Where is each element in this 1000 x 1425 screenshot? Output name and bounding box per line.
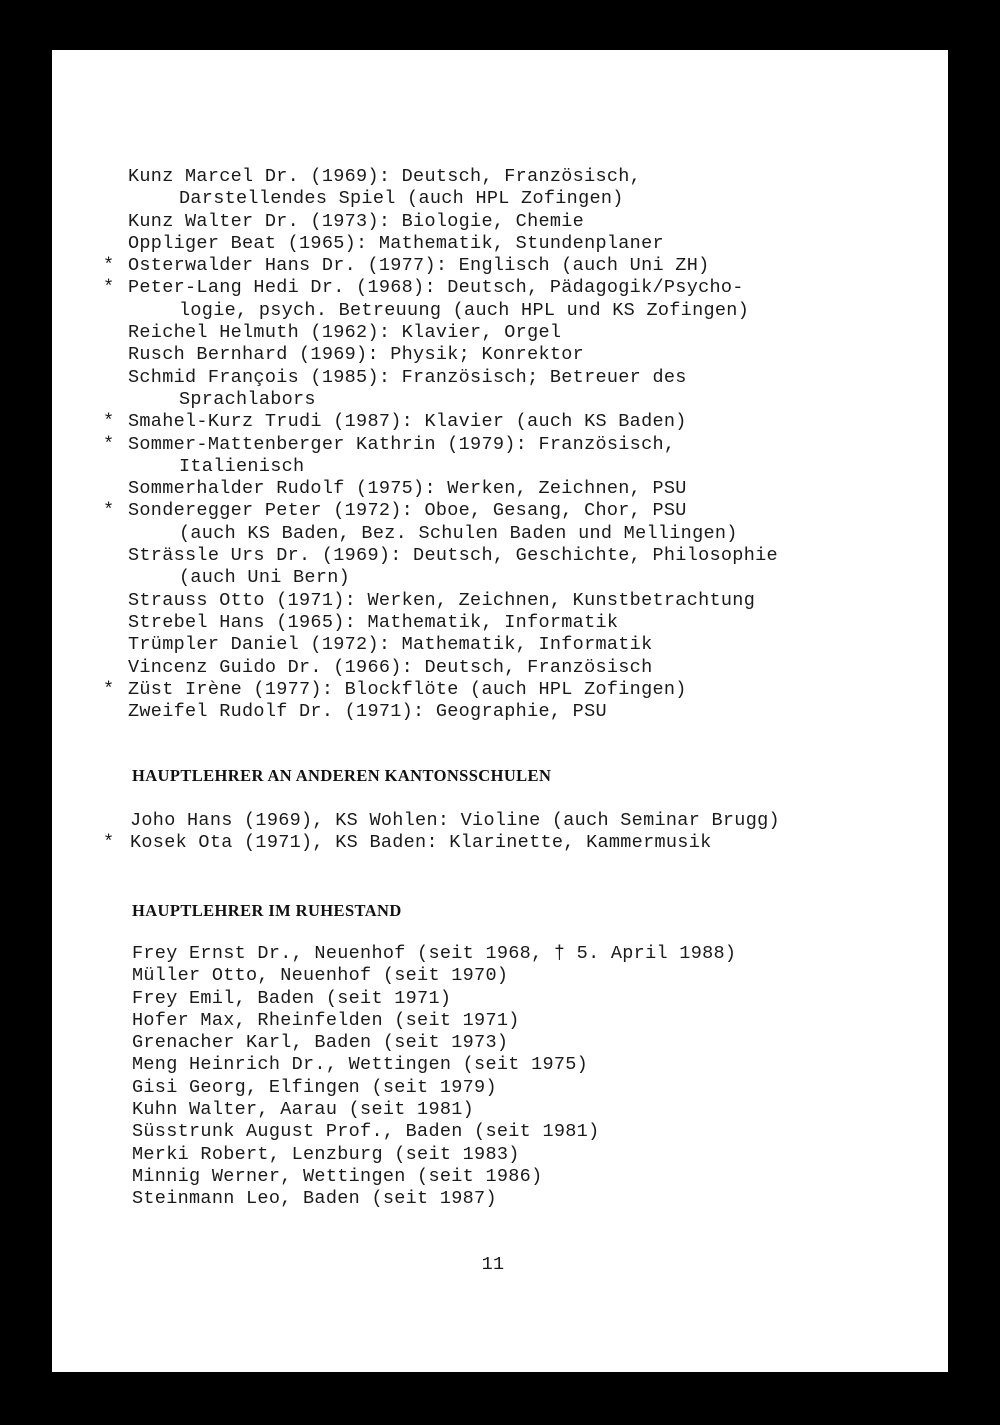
teacher-entry [103, 433, 778, 479]
star-marker: * [103, 277, 115, 299]
teacher-entry [116, 701, 778, 723]
teacher-entry [103, 277, 778, 322]
teacher-line: Züst Irène (1977): Blockflöte (auch HPL Zofingen) [128, 678, 687, 700]
teacher-line: Vincenz Guido Dr. (1966): Deutsch, Französisch [128, 656, 653, 678]
teacher-line-continued: Sprachlabors [179, 388, 316, 410]
retired-entry: Grenacher Karl, Baden (seit 1973) [132, 1032, 509, 1054]
teacher-entry [116, 166, 778, 211]
teacher-list [103, 166, 778, 723]
teacher-line: Sommer-Mattenberger Kathrin (1979): Französisch, [128, 433, 676, 455]
teacher-line: Trümpler Daniel (1972): Mathematik, Informatik [128, 634, 653, 656]
teacher-entry [116, 478, 778, 500]
retired-entry: Gisi Georg, Elfingen (seit 1979) [132, 1076, 497, 1098]
teacher-entry [116, 657, 778, 679]
teacher-line: Oppliger Beat (1965): Mathematik, Stundenplaner [128, 232, 664, 254]
retired-entry: Frey Ernst Dr., Neuenhof (seit 1968, † 5. April 1988) [132, 943, 737, 964]
teacher-entry [116, 590, 778, 612]
teacher-line: Reichel Helmuth (1962): Klavier, Orgel [128, 322, 562, 344]
star-marker: * [103, 411, 115, 433]
teacher-line: Smahel-Kurz Trudi (1987): Klavier (auch KS Baden) [128, 411, 687, 433]
teacher-entry [116, 322, 778, 344]
star-marker: * [103, 832, 115, 854]
other-school-entry [103, 832, 780, 854]
retired-entry: Müller Otto, Neuenhof (seit 1970) [132, 965, 509, 987]
retired-entry: Frey Emil, Baden (seit 1971) [132, 987, 452, 1009]
star-marker: * [103, 500, 115, 522]
star-marker: * [103, 678, 115, 700]
teacher-line-continued: logie, psych. Betreuung (auch HPL und KS Zofingen) [179, 299, 750, 321]
teacher-entry [116, 344, 778, 366]
teacher-line: Osterwalder Hans Dr. (1977): Englisch (auch Uni ZH) [128, 255, 710, 277]
retired-list [116, 943, 736, 1211]
teacher-entry [103, 411, 778, 433]
teacher-line: Peter-Lang Hedi Dr. (1968): Deutsch, Pädagogik/Psycho- [128, 277, 744, 299]
retired-entry: Kuhn Walter, Aarau (seit 1981) [132, 1099, 475, 1121]
teacher-line: Sommerhalder Rudolf (1975): Werken, Zeichnen, PSU [128, 478, 687, 500]
teacher-line: Zweifel Rudolf Dr. (1971): Geographie, PSU [128, 701, 607, 723]
teacher-entry [116, 211, 778, 233]
retired-entry: Merki Robert, Lenzburg (seit 1983) [132, 1143, 520, 1165]
teacher-line: Strebel Hans (1965): Mathematik, Informatik [128, 611, 619, 633]
teacher-line: Kunz Walter Dr. (1973): Biologie, Chemie [128, 210, 585, 232]
teacher-line-continued: Italienisch [179, 455, 305, 477]
teacher-line: Sonderegger Peter (1972): Oboe, Gesang, Chor, PSU [128, 500, 687, 522]
page-number: 11 [481, 1254, 505, 1275]
teacher-entry [103, 255, 778, 277]
retired-entry: Süsstrunk August Prof., Baden (seit 1981) [132, 1121, 600, 1143]
section-heading-other-schools: HAUPTLEHRER AN ANDEREN KANTONSSCHULEN [132, 766, 552, 785]
teacher-line-continued: (auch Uni Bern) [179, 567, 351, 589]
document-page [52, 50, 948, 1372]
other-school-line: Joho Hans (1969), KS Wohlen: Violine (auch Seminar Brugg) [130, 810, 780, 831]
star-marker: * [103, 433, 115, 455]
teacher-entry [116, 612, 778, 634]
teacher-line: Strässle Urs Dr. (1969): Deutsch, Geschichte, Philosophie [128, 545, 778, 567]
other-school-line: Kosek Ota (1971), KS Baden: Klarinette, Kammermusik [130, 832, 712, 854]
other-schools-list [103, 810, 780, 855]
teacher-line: Strauss Otto (1971): Werken, Zeichnen, Kunstbetrachtung [128, 589, 756, 611]
teacher-line: Kunz Marcel Dr. (1969): Deutsch, Französisch, [128, 166, 642, 187]
teacher-entry [116, 233, 778, 255]
teacher-entry [116, 634, 778, 656]
teacher-line: Rusch Bernhard (1969): Physik; Konrektor [128, 344, 585, 366]
other-school-entry [116, 810, 780, 832]
teacher-line-continued: Darstellendes Spiel (auch HPL Zofingen) [179, 188, 624, 210]
section-heading-retired: HAUPTLEHRER IM RUHESTAND [132, 901, 402, 920]
teacher-entry [116, 367, 778, 412]
teacher-entry [103, 500, 778, 545]
retired-entry: Minnig Werner, Wettingen (seit 1986) [132, 1165, 543, 1187]
retired-entry: Steinmann Leo, Baden (seit 1987) [132, 1188, 497, 1210]
teacher-entry [103, 678, 778, 701]
retired-entry: Meng Heinrich Dr., Wettingen (seit 1975) [132, 1054, 589, 1076]
teacher-line-continued: (auch KS Baden, Bez. Schulen Baden und Mellingen) [179, 522, 738, 544]
teacher-entry [116, 545, 778, 590]
teacher-line: Schmid François (1985): Französisch; Betreuer des [128, 366, 687, 388]
star-marker: * [103, 255, 115, 277]
retired-entry: Hofer Max, Rheinfelden (seit 1971) [132, 1009, 520, 1031]
